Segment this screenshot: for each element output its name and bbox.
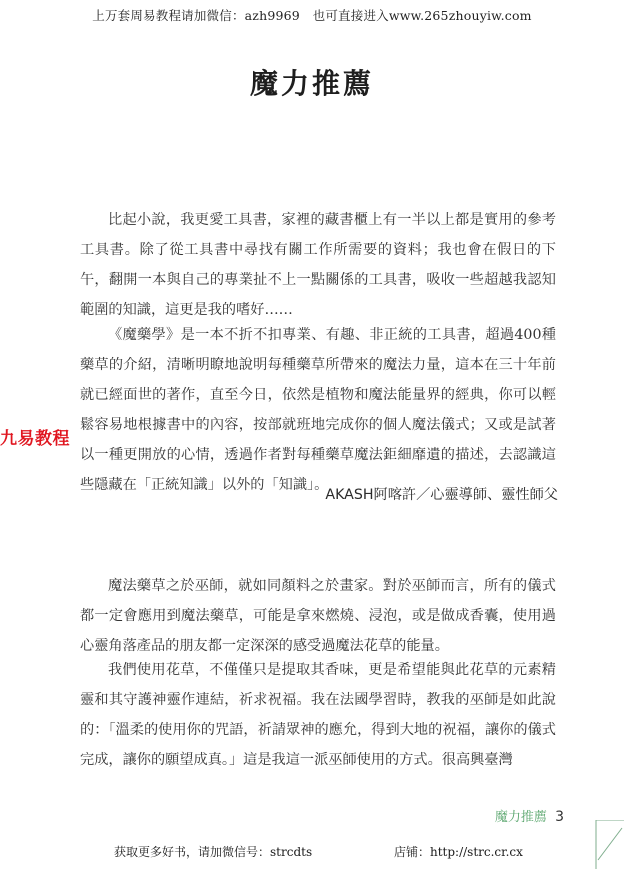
running-footer [495,806,564,825]
watermark-label: 九易教程 [0,424,70,449]
body-paragraph-2: 《魔藥學》是一本不折不扣專業、有趣、非正統的工具書，超過400種藥草的介紹，清晰明瞭地說明每種藥草所帶來的魔法力量，這本在三十年前就已經面世的著作，直至今日，依然是植物和魔法能量界的經典，你可以輕鬆容易地根據書中的內容，按部就班地完成你的個人魔法儀式；又或是試著以一種更開放的心情，透過作者對每種藥草魔法鉅細靡遺的描述，去認識這些隱藏在「正統知識」以外的「知識」。 [80,327,556,493]
bottom-banner-right: 店铺：http://strc.cr.cx [394,845,523,859]
bottom-banner-left: 获取更多好书，请加微信号：strcdts [114,845,313,859]
top-banner: 上万套周易教程请加微信：azh9969 也可直接进入www.265zhouyiw.com [92,8,532,23]
body-paragraph-4: 我們使用花草，不僅僅只是提取其香味，更是希望能與此花草的元素精靈和其守護神靈作連結，祈求祝福。我在法國學習時，教我的巫師是如此說的：「溫柔的使用你的咒語，祈請眾神的應允，得到大地的祝福，讓你的儀式完成，讓你的願望成真。」這是我這一派巫師使用的方式。很高興臺灣 [80,662,556,768]
page-corner-mark [592,820,624,869]
body-paragraph-3: 魔法藥草之於巫師，就如同顏料之於畫家。對於巫師而言，所有的儀式都一定會應用到魔法藥草，可能是拿來燃燒、浸泡，或是做成香囊，使用過心靈角落產品的朋友都一定深深的感受過魔法花草的能量。 [80,578,556,654]
body-paragraph-1: 比起小說，我更愛工具書，家裡的藏書櫃上有一半以上都是實用的參考工具書。除了從工具書中尋找有關工作所需要的資料；我也會在假日的下午，翻開一本與自己的專業扯不上一點關係的工具書，吸收一些超越我認知範圍的知識，這更是我的嗜好…… [80,212,556,318]
author-signature: AKASH阿喀許／心靈導師、靈性師父 [325,487,558,503]
page-number: 3 [555,809,564,825]
page-title: 魔力推薦 [249,67,374,100]
running-title: 魔力推薦 [494,810,547,825]
